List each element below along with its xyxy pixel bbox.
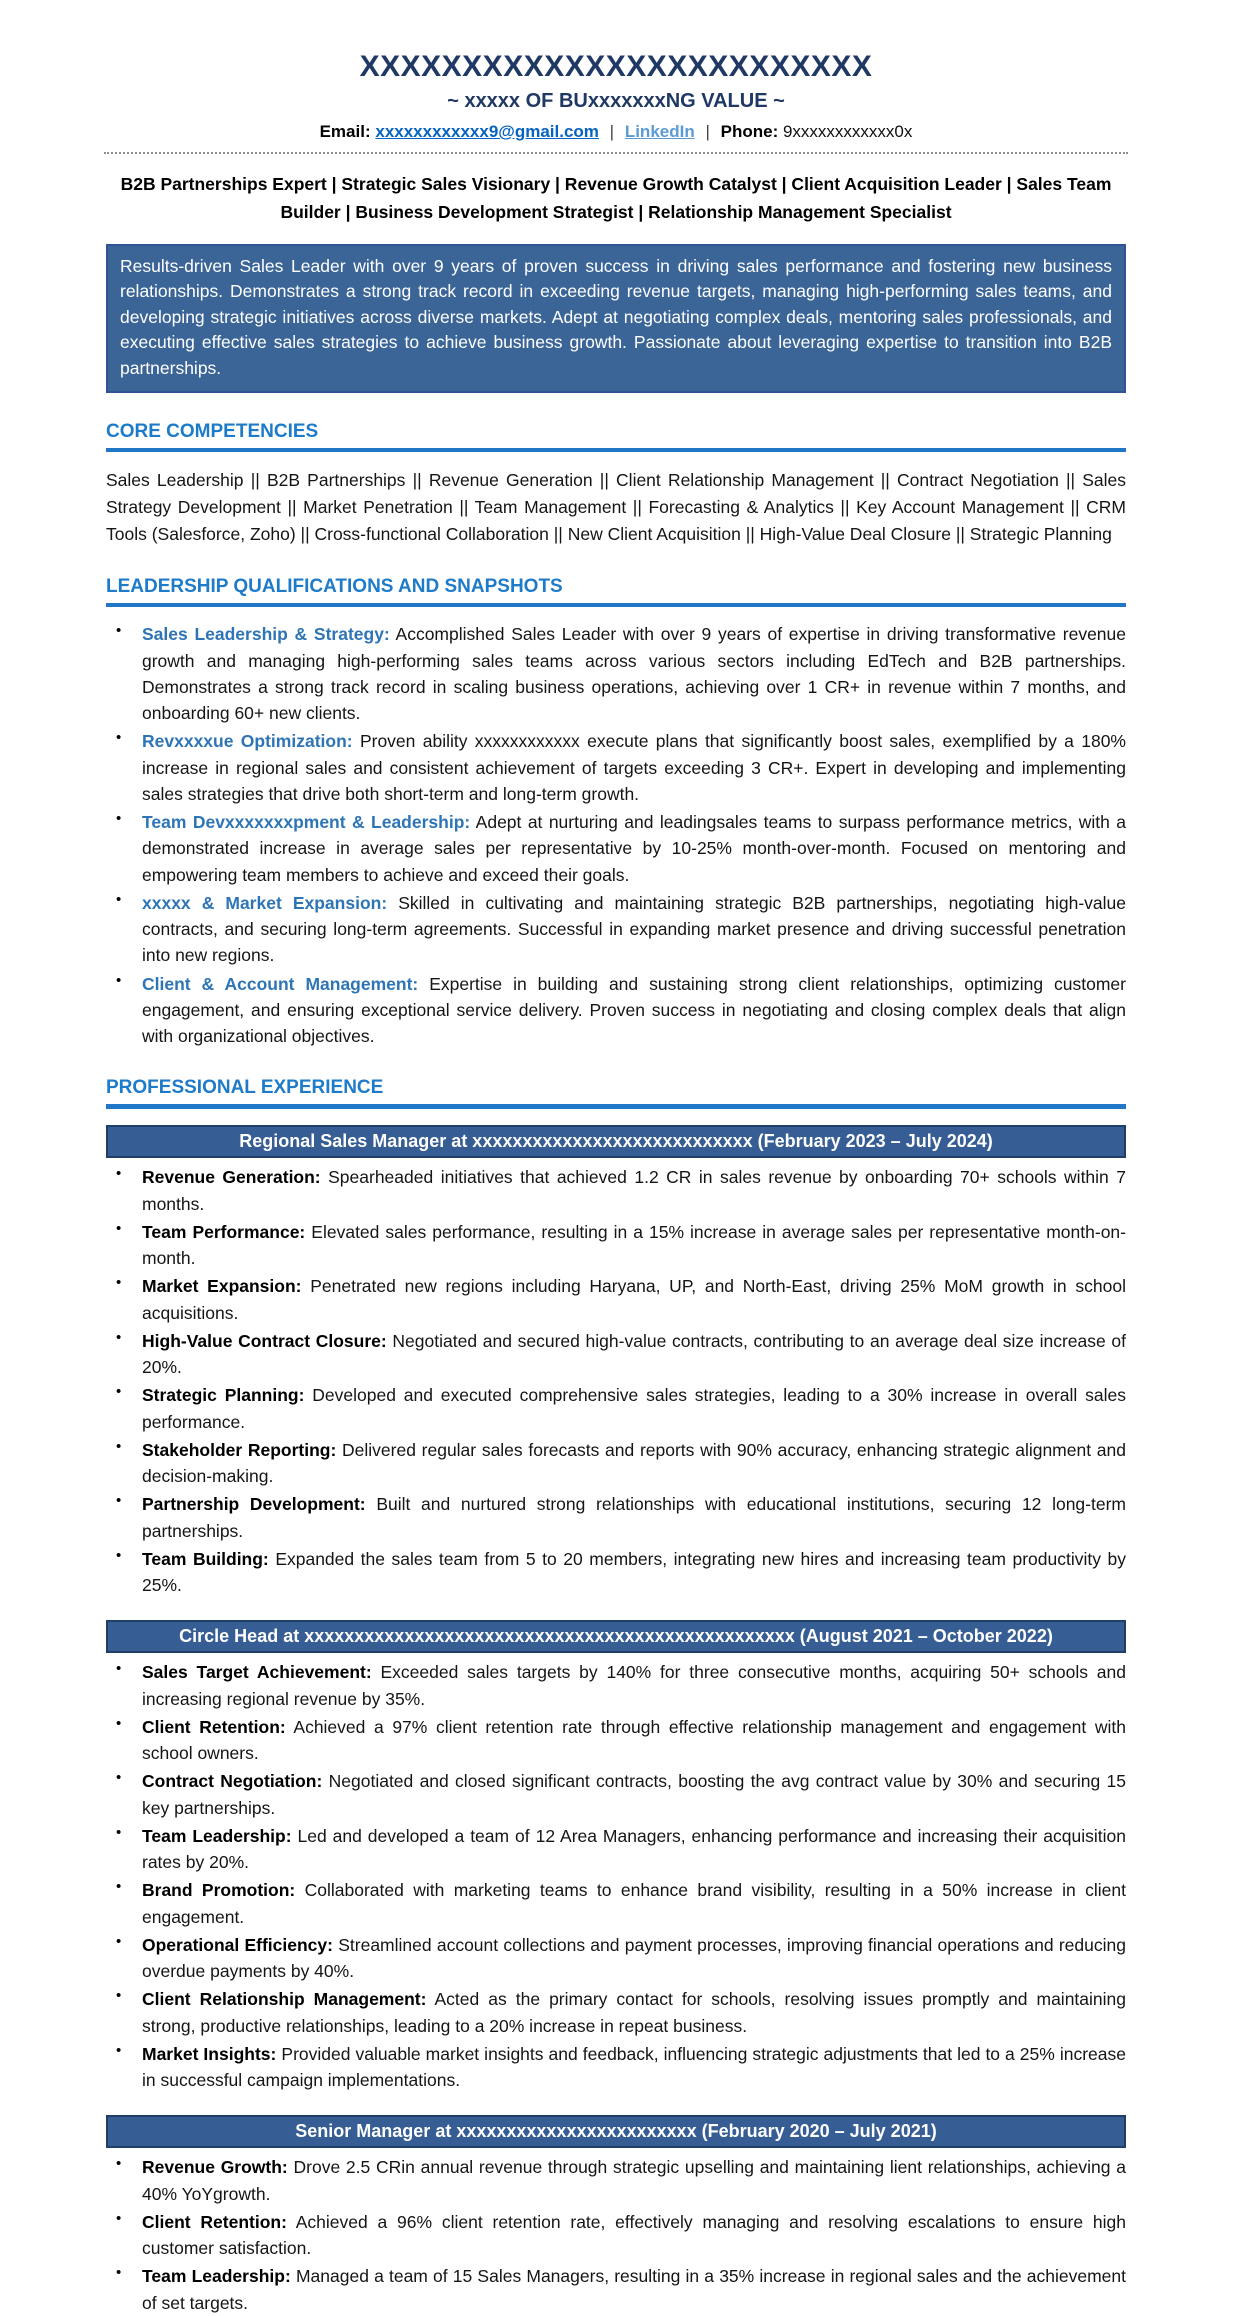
bullet-text: Provided valuable market insights and feedback, influencing strategic adjustments that led to a 25% increase in successful campaign implementations. xyxy=(142,2043,1126,2090)
bullet-label: Client & Account Management: xyxy=(142,973,419,994)
email-label: Email: xyxy=(319,122,371,141)
bullet-text: Elevated sales performance, resulting in a 15% increase in average sales per representative month-on-month. xyxy=(142,1221,1126,1268)
core-competencies-text: Sales Leadership || B2B Partnerships || Revenue Generation || Client Relationship Management || Contract Negotiation || Sales Strategy Development || Market Penetration || Team Management || Forecasting & Analytics || Key Account Management || CRM Tools (Salesforce, Zoho) || Cross-functional Collaboration || New Client Acquisition || High-Value Deal Closure || Strategic Planning xyxy=(106,469,1126,545)
contact-line xyxy=(106,122,1126,142)
list-item xyxy=(106,1164,1126,1217)
linkedin-link[interactable]: LinkedIn xyxy=(624,122,695,141)
list-item xyxy=(106,971,1126,1050)
bullet-label: Market Insights: xyxy=(142,2043,277,2064)
job-entry xyxy=(106,2115,1126,2316)
bullet-text: Streamlined account collections and payment processes, improving financial operations and reducing overdue payments by 40%. xyxy=(142,1934,1126,1981)
section-title-leadership: LEADERSHIP QUALIFICATIONS AND SNAPSHOTS xyxy=(106,576,1126,607)
list-item xyxy=(106,1932,1126,1985)
bullet-label: Operational Efficiency: xyxy=(142,1934,333,1955)
bullet-label: Team Performance: xyxy=(142,1221,306,1242)
list-item xyxy=(106,1768,1126,1821)
job-header-bar: Senior Manager at xxxxxxxxxxxxxxxxxxxxxxxx (February 2020 – July 2021) xyxy=(106,2115,1126,2148)
list-item xyxy=(106,2209,1126,2262)
phone-label: Phone: xyxy=(720,122,779,141)
bullet-text: Managed a team of 15 Sales Managers, resulting in a 35% increase in regional sales and the achievement of set targets. xyxy=(142,2266,1126,2313)
list-item xyxy=(106,809,1126,888)
job-bullet-list xyxy=(106,2154,1126,2316)
list-item xyxy=(106,1877,1126,1930)
list-item xyxy=(106,1273,1126,1326)
bullet-label: Client Retention: xyxy=(142,2211,287,2232)
bullet-text: Negotiated and closed significant contracts, boosting the avg contract value by 30% and securing 15 key partnerships. xyxy=(142,1771,1126,1818)
bullet-label: Client Relationship Management: xyxy=(142,1989,427,2010)
candidate-name: XXXXXXXXXXXXXXXXXXXXXXXXX xyxy=(359,50,873,83)
bullet-text: Built and nurtured strong relationships with educational institutions, securing 12 long-term partnerships. xyxy=(142,1494,1126,1541)
list-item xyxy=(106,1659,1126,1712)
bullet-text: Skilled in cultivating and maintaining strategic B2B partnerships, negotiating high-value contracts, and securing long-term agreements. Successful in expanding market presence and driving successful penetration into new regions. xyxy=(142,892,1126,966)
bullet-label: Contract Negotiation: xyxy=(142,1771,323,1792)
candidate-tagline-subtitle: ~ xxxxx OF BUxxxxxxxNG VALUE ~ xyxy=(447,90,785,112)
list-item xyxy=(106,2154,1126,2207)
bullet-text: Spearheaded initiatives that achieved 1.2 CR in sales revenue by onboarding 70+ schools within 7 months. xyxy=(142,1167,1126,1214)
list-item xyxy=(106,1986,1126,2039)
summary-box: Results-driven Sales Leader with over 9 years of proven success in driving sales performance and fostering new business relationships. Demonstrates a strong track record in exceeding revenue targets, managing high-performing sales teams, and developing strategic initiatives across diverse markets. Adept at negotiating complex deals, mentoring sales professionals, and executing effective sales strategies to achieve business growth. Passionate about leveraging expertise to transition into B2B partnerships. xyxy=(106,244,1126,393)
section-title-experience: PROFESSIONAL EXPERIENCE xyxy=(106,1077,1126,1109)
bullet-text: Adept at nurturing and leadingsales teams to surpass performance metrics, with a demonstrated increase in average sales per representative by 10-25% month-over-month. Focused on mentoring and empowering team members to achieve and exceed their goals. xyxy=(142,812,1126,885)
list-item xyxy=(106,1219,1126,1272)
bullet-label: Client Retention: xyxy=(142,1716,286,1737)
job-bullet-list xyxy=(106,1659,1126,2093)
list-item xyxy=(106,1382,1126,1435)
bullet-text: Drove 2.5 CRin annual revenue through strategic upselling and maintaining lient relationships, achieving a 40% YoYgrowth. xyxy=(142,2157,1126,2204)
job-bullet-list xyxy=(106,1164,1126,1598)
bullet-label: Team Leadership: xyxy=(142,1825,292,1846)
bullet-label: Strategic Planning: xyxy=(142,1385,305,1406)
list-item xyxy=(106,890,1126,969)
bullet-text: Led and developed a team of 12 Area Managers, enhancing performance and increasing their acquisition rates by 20%. xyxy=(142,1825,1126,1872)
list-item xyxy=(106,1714,1126,1767)
contact-separator: | xyxy=(609,122,615,141)
dotted-divider xyxy=(104,152,1128,154)
bullet-label: Revenue Generation: xyxy=(142,1167,321,1188)
list-item xyxy=(106,621,1126,726)
bullet-text: Achieved a 96% client retention rate, effectively managing and resolving escalations to ensure high customer satisfaction. xyxy=(142,2211,1126,2258)
bullet-text: Delivered regular sales forecasts and reports with 90% accuracy, enhancing strategic alignment and decision-making. xyxy=(142,1439,1126,1486)
bullet-text: Proven ability xxxxxxxxxxxx execute plans that significantly boost sales, exemplified by a 180% increase in regional sales and consistent achievement of targets exceeding 3 CR+. Expert in developing and implementing sales strategies that drive both short-term and long-term growth. xyxy=(142,731,1126,804)
list-item xyxy=(106,1437,1126,1490)
bullet-text: Exceeded sales targets by 140% for three consecutive months, acquiring 50+ schools and increasing regional revenue by 35%. xyxy=(142,1662,1126,1709)
list-item xyxy=(106,1328,1126,1381)
list-item xyxy=(106,1823,1126,1876)
leadership-list xyxy=(106,621,1126,1049)
job-header-bar: Regional Sales Manager at xxxxxxxxxxxxxxxxxxxxxxxxxxxx (February 2023 – July 2024) xyxy=(106,1125,1126,1158)
contact-separator: | xyxy=(705,122,710,141)
bullet-text: Expertise in building and sustaining strong client relationships, optimizing customer engagement, and ensuring exceptional service delivery. Proven success in negotiating and closing complex deals that align with organizational objectives. xyxy=(142,973,1126,1046)
job-entry xyxy=(106,1620,1126,2093)
bullet-label: Team Devxxxxxxxpment & Leadership: xyxy=(142,812,471,832)
bullet-label: Revxxxxue Optimization: xyxy=(142,731,353,752)
job-header-bar: Circle Head at xxxxxxxxxxxxxxxxxxxxxxxxxxxxxxxxxxxxxxxxxxxxxxxxx (August 2021 – October 2022) xyxy=(106,1620,1126,1653)
bullet-label: Sales Leadership & Strategy: xyxy=(142,624,390,645)
bullet-label: Stakeholder Reporting: xyxy=(142,1439,337,1460)
bullet-text: Accomplished Sales Leader with over 9 years of expertise in driving transformative revenue growth and managing high-performing sales teams across various sectors including EdTech and B2B partnerships. Demonstrates a strong track record in scaling business operations, achieving over 1 CR+ in revenue within 7 months, and onboarding 60+ new clients. xyxy=(142,624,1126,723)
headline-tagline: B2B Partnerships Expert | Strategic Sales Visionary | Revenue Growth Catalyst | Client Acquisition Leader | Sales Team Builder | Business Development Strategist | Relationship Management Specialist xyxy=(120,174,1112,222)
bullet-text: Collaborated with marketing teams to enhance brand visibility, resulting in a 50% increase in client engagement. xyxy=(142,1880,1127,1927)
bullet-label: Brand Promotion: xyxy=(142,1880,296,1901)
list-item xyxy=(106,2041,1126,2094)
bullet-text: Achieved a 97% client retention rate through effective relationship management and engagement with school owners. xyxy=(142,1716,1126,1763)
list-item xyxy=(106,728,1126,807)
bullet-text: Expanded the sales team from 5 to 20 members, integrating new hires and increasing team productivity by 25%. xyxy=(142,1548,1126,1595)
bullet-text: Acted as the primary contact for schools, resolving issues promptly and maintaining strong, productive relationships, leading to a 20% increase in repeat business. xyxy=(142,1989,1126,2036)
bullet-label: Team Leadership: xyxy=(142,2266,291,2287)
phone-value: 9xxxxxxxxxxxx0x xyxy=(782,122,913,141)
bullet-text: Negotiated and secured high-value contracts, contributing to an average deal size increase of 20%. xyxy=(142,1330,1127,1377)
bullet-label: Market Expansion: xyxy=(142,1276,302,1297)
job-entry xyxy=(106,1125,1126,1598)
list-item xyxy=(106,1491,1126,1544)
list-item xyxy=(106,1546,1126,1599)
jobs xyxy=(106,1125,1126,2316)
bullet-label: Sales Target Achievement: xyxy=(142,1662,372,1683)
bullet-text: Penetrated new regions including Haryana, UP, and North-East, driving 25% MoM growth in school acquisitions. xyxy=(142,1276,1126,1323)
section-title-core-competencies: CORE COMPETENCIES xyxy=(106,421,1126,452)
bullet-label: xxxxx & Market Expansion: xyxy=(142,892,388,913)
bullet-label: Partnership Development: xyxy=(142,1494,366,1515)
bullet-label: Team Building: xyxy=(142,1548,269,1569)
list-item xyxy=(106,2263,1126,2316)
email-link[interactable]: xxxxxxxxxxxx9@gmail.com xyxy=(375,122,599,141)
bullet-label: High-Value Contract Closure: xyxy=(142,1330,387,1351)
bullet-text: Developed and executed comprehensive sales strategies, leading to a 30% increase in overall sales performance. xyxy=(142,1385,1126,1432)
bullet-label: Revenue Growth: xyxy=(142,2157,288,2178)
